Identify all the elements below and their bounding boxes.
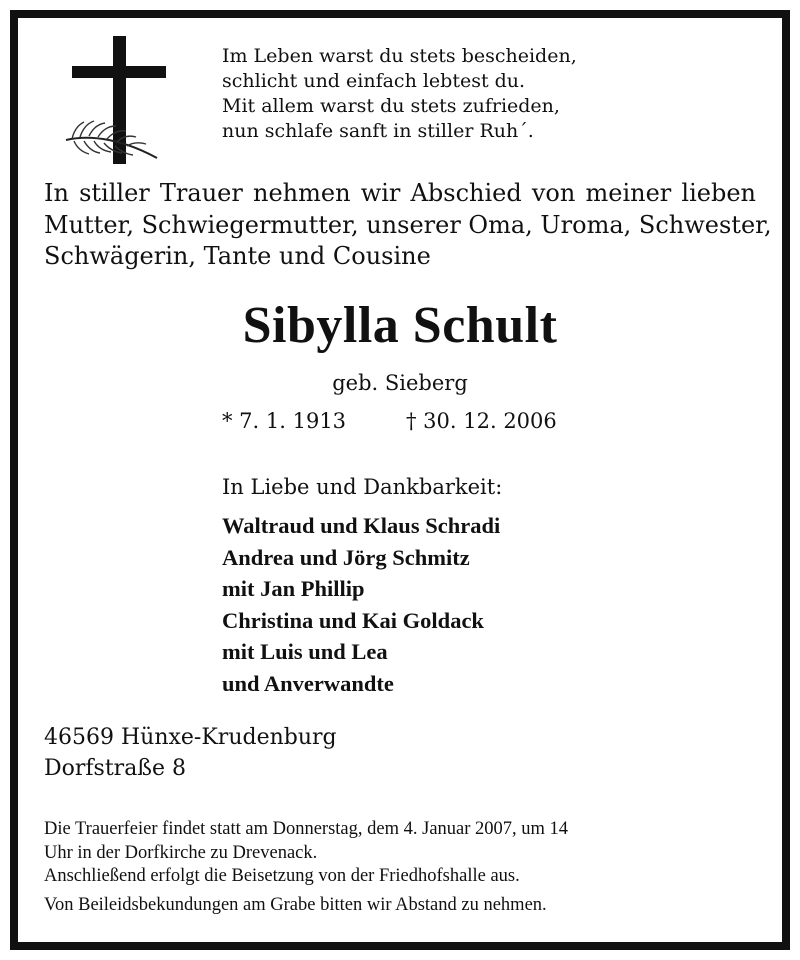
mourner-line: Christina und Kai Goldack [222, 607, 484, 633]
intro-paragraph [44, 178, 772, 273]
intro-line: In stiller Trauer nehmen wir Abschied von meiner lieben [44, 179, 756, 207]
death-date: † 30. 12. 2006 [406, 409, 557, 433]
intro-line: Schwägerin, Tante und Cousine [44, 242, 431, 270]
poem-line: nun schlafe sanft in stiller Ruh´. [222, 120, 534, 142]
poem-line: schlicht und einfach lebtest du. [222, 70, 526, 92]
address-block [44, 722, 337, 784]
mourner-line: mit Luis und Lea [222, 639, 388, 664]
mourner-line: Waltraud und Klaus Schradi [222, 513, 501, 538]
mourner-line: Andrea und Jörg Schmitz [222, 544, 470, 570]
mourners-list [222, 510, 500, 699]
thanks-line: In Liebe und Dankbarkeit: [222, 475, 503, 499]
notice-line: Uhr in der Dorfkirche zu Drevenack. [44, 842, 318, 863]
funeral-notice [44, 818, 568, 917]
notice-line: Von Beileidsbekundungen am Grabe bitten wir Abstand zu nehmen. [44, 894, 547, 915]
cross-emblem [62, 36, 172, 171]
memorial-poem [222, 44, 577, 144]
notice-line: Die Trauerfeier findet statt am Donnerstag, dem 4. Januar 2007, um 14 [44, 819, 569, 839]
poem-line: Mit allem warst du stets zufrieden, [222, 95, 560, 117]
mourner-line: mit Jan Phillip [222, 576, 365, 601]
cross-bar [72, 66, 166, 78]
address-street: Dorfstraße 8 [44, 756, 187, 781]
birth-date: * 7. 1. 1913 [222, 409, 347, 433]
maiden-name: geb. Sieberg [332, 371, 468, 395]
address-city: 46569 Hünxe-Krudenburg [44, 725, 337, 750]
poem-line: Im Leben warst du stets bescheiden, [222, 45, 577, 67]
notice-line: Anschließend erfolgt die Beisetzung von der Friedhofshalle aus. [44, 866, 520, 886]
palm-branch-icon [62, 116, 162, 166]
deceased-name: Sibylla Schult [242, 297, 558, 354]
intro-line: Mutter, Schwiegermutter, unserer Oma, Uroma, Schwester, [44, 210, 772, 239]
mourner-line: und Anverwandte [222, 670, 394, 696]
